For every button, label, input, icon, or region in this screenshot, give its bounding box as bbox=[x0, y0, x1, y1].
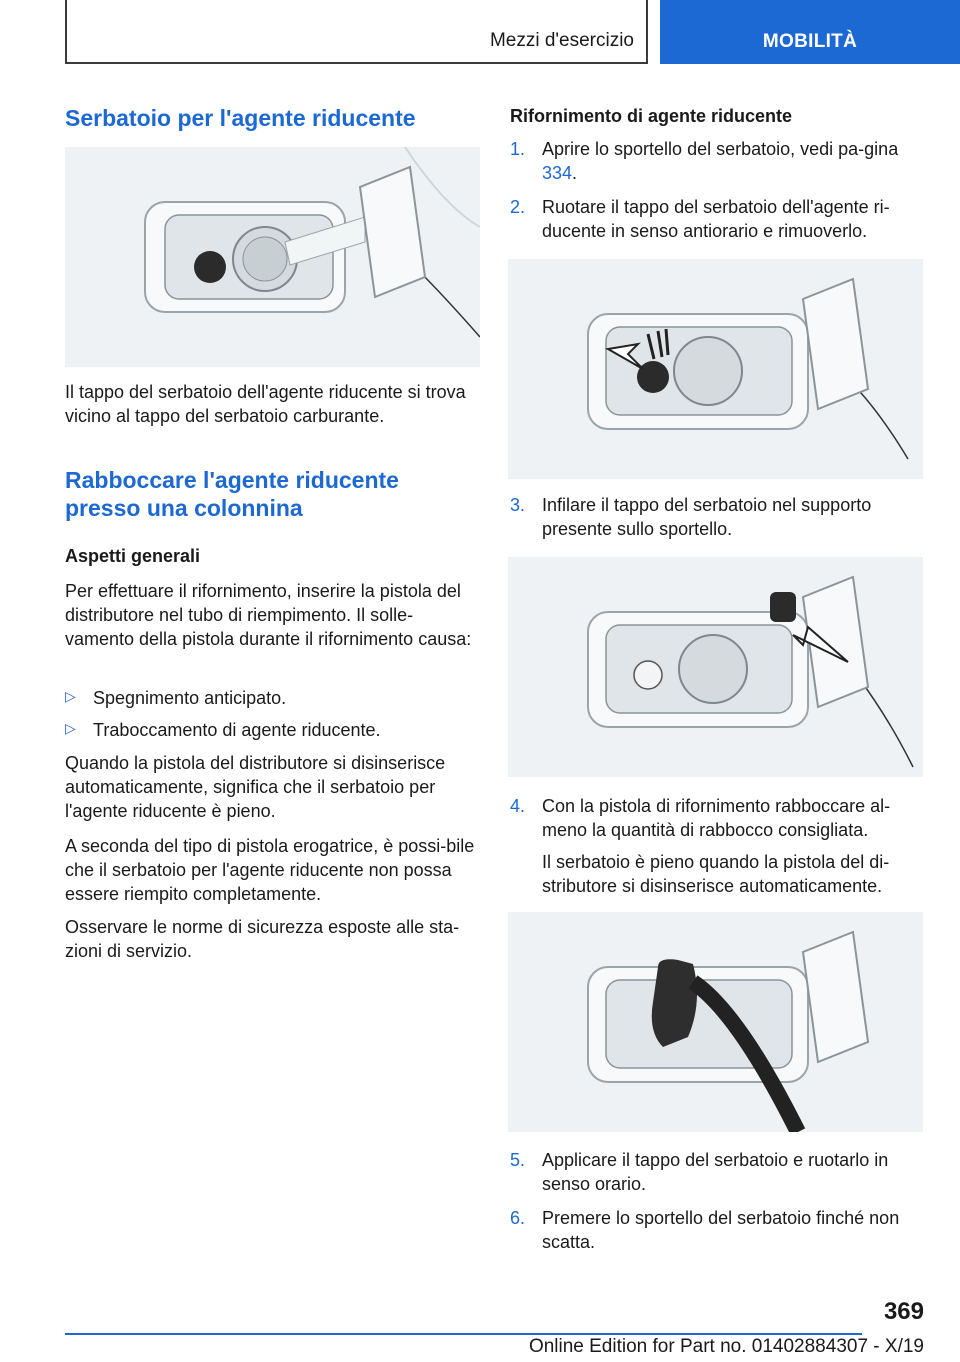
step-text: Ruotare il tappo del serbatoio dell'agente ri-ducente in senso antiorario e rimuoverlo. bbox=[542, 197, 890, 241]
step-item bbox=[510, 1206, 920, 1254]
step-note: Il serbatoio è pieno quando la pistola del di-stributore si disinserisce automaticamente. bbox=[542, 852, 890, 896]
bullet-marker-icon: ▷ bbox=[65, 720, 76, 736]
figure-refill-nozzle bbox=[508, 912, 923, 1132]
step-number: 4. bbox=[510, 796, 526, 816]
paragraph: Quando la pistola del distributore si disinserisce automaticamente, significa che il serbatoio per l'agente riducente è pieno. bbox=[65, 753, 446, 821]
paragraph: A seconda del tipo di pistola erogatrice, è possi-bile che il serbatoio per l'agente riducente non possa essere riempito completamente. bbox=[65, 836, 475, 904]
bullet-marker-icon: ▷ bbox=[65, 688, 76, 704]
figure-remove-cap bbox=[508, 259, 923, 479]
step-item bbox=[510, 137, 920, 185]
header-chapter: MOBILITÀ bbox=[762, 31, 858, 52]
step-item bbox=[510, 1148, 920, 1196]
bullet-item bbox=[65, 718, 475, 742]
refill-heading: Rifornimento di agente riducente bbox=[510, 106, 793, 126]
section-title: Serbatoio per l'agente riducente bbox=[65, 105, 416, 131]
section-subtitle: Rabboccare l'agente riducente presso una colonnina bbox=[65, 467, 399, 521]
paragraph: Osservare le norme di sicurezza esposte alle sta-zioni di servizio. bbox=[65, 917, 460, 961]
figure-caption: Il tappo del serbatoio dell'agente riducente si trova vicino al tappo del serbatoio carburante. bbox=[65, 382, 466, 426]
step-number: 5. bbox=[510, 1150, 526, 1170]
header-section: Mezzi d'esercizio bbox=[489, 30, 634, 51]
bullet-text: Traboccamento di agente riducente. bbox=[93, 720, 381, 740]
step-number: 2. bbox=[510, 197, 526, 217]
step-text: Con la pistola di rifornimento rabboccare al-meno la quantità di rabbocco consigliata. bbox=[542, 796, 891, 840]
header-section-box bbox=[65, 0, 648, 64]
bullet-text: Spegnimento anticipato. bbox=[93, 688, 287, 708]
step-number: 1. bbox=[510, 139, 526, 159]
page-link[interactable]: 334 bbox=[542, 163, 573, 183]
step-text: Aprire lo sportello del serbatoio, vedi pa-gina 334. bbox=[542, 139, 899, 183]
step-item bbox=[510, 493, 920, 541]
general-text: Per effettuare il rifornimento, inserire la pistola del distributore nel tubo di riempimento. Il solle-vamento della pistola durante il rifornimento causa: bbox=[65, 581, 472, 649]
general-heading: Aspetti generali bbox=[65, 546, 201, 566]
header-chapter-tab[interactable] bbox=[660, 0, 960, 64]
step-number: 6. bbox=[510, 1208, 526, 1228]
footer-divider bbox=[65, 1333, 862, 1335]
page-number: 369 bbox=[883, 1298, 924, 1325]
step-text: Applicare il tappo del serbatoio e ruotarlo in senso orario. bbox=[542, 1150, 889, 1194]
step-text: Premere lo sportello del serbatoio finché non scatta. bbox=[542, 1208, 900, 1252]
step-number: 3. bbox=[510, 495, 526, 515]
step-item bbox=[510, 195, 920, 243]
figure-cap-holder bbox=[508, 557, 923, 777]
bullet-item bbox=[65, 686, 475, 710]
step-text: Infilare il tappo del serbatoio nel supporto presente sullo sportello. bbox=[542, 495, 872, 539]
footer-edition: Online Edition for Part no. 01402884307 - X/19 bbox=[528, 1336, 924, 1357]
step-item bbox=[510, 794, 920, 842]
figure-tank-caps bbox=[65, 147, 480, 367]
